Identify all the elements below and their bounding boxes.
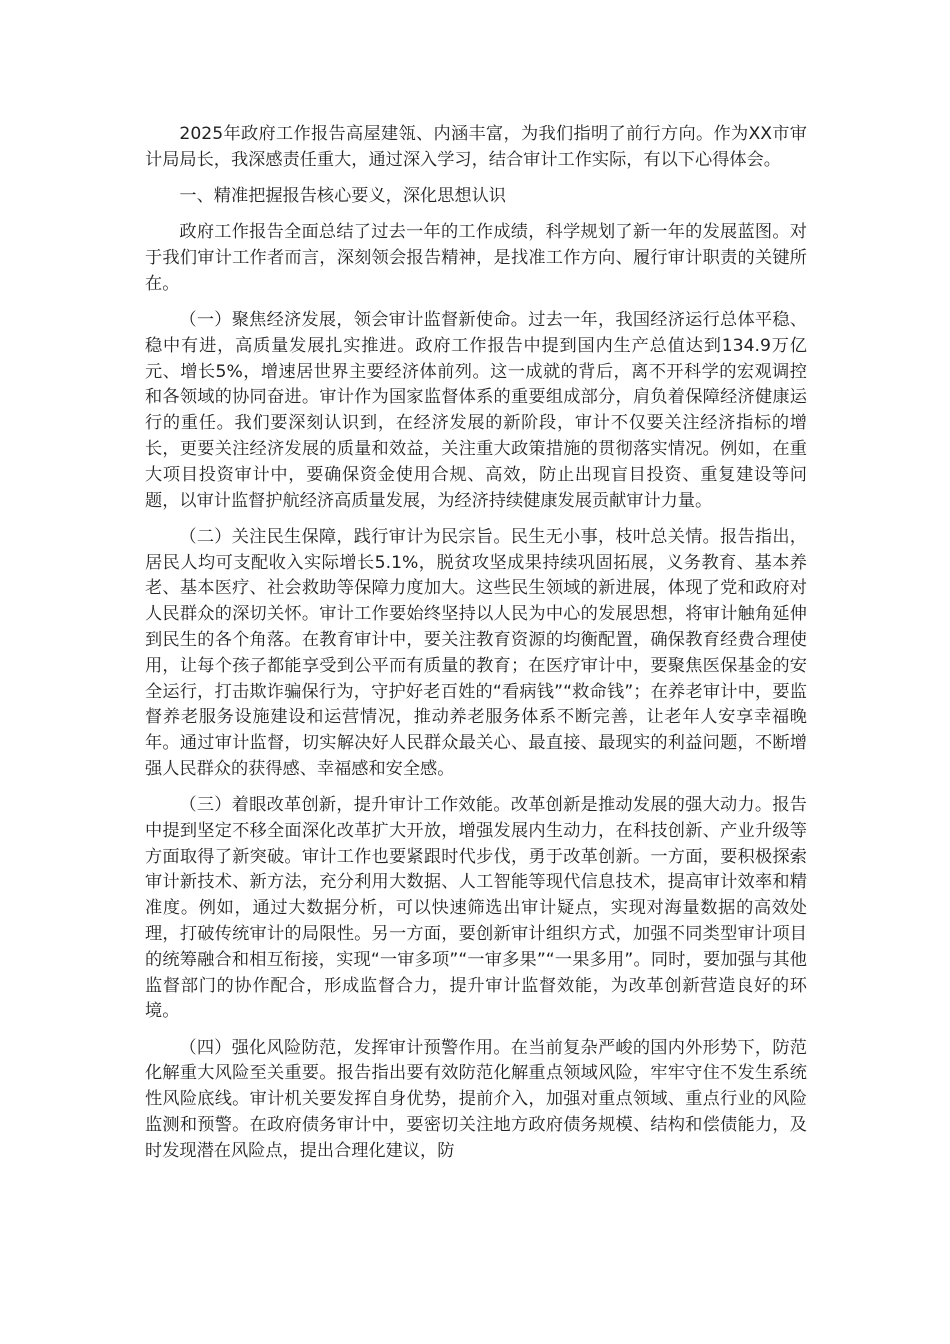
subsection-risk-paragraph: （四）强化风险防范，发挥审计预警作用。在当前复杂严峻的国内外形势下，防范化解重大风险至关重要。报告指出要有效防范化解重点领域风险，牢牢守住不发生系统性风险底线。审计机关要发挥自身优势，提前介入，加强对重点领域、重点行业的风险监测和预警。在政府债务审计中，要密切关注地方政府债务规模、结构和偿债能力，及时发现潜在风险点，提出合理化建议，防 [145,1037,807,1161]
subsection-reform-paragraph: （三）着眼改革创新，提升审计工作效能。改革创新是推动发展的强大动力。报告中提到坚定不移全面深化改革扩大开放，增强发展内生动力，在科技创新、产业升级等方面取得了新突破。审计工作也要紧跟时代步伐，勇于改革创新。一方面，要积极探索审计新技术、新方法，充分利用大数据、人工智能等现代信息技术，提高审计效率和精准度。例如，通过大数据分析，可以快速筛选出审计疑点，实现对海量数据的高效处理，打破传统审计的局限性。另一方面，要创新审计组织方式，加强不同类型审计项目的统筹融合和相互衔接，实现“一审多项”“一审多果”“一果多用”。同时，要加强与其他监督部门的协作配合，形成监督合力，提升审计监督效能，为改革创新营造良好的环境。 [145,795,807,1022]
intro-paragraph: 2025年政府工作报告高屋建瓴、内涵丰富，为我们指明了前行方向。作为XX市审计局局长，我深感责任重大，通过深入学习，结合审计工作实际，有以下心得体会。 [145,124,807,170]
subsection-economy-paragraph: （一）聚焦经济发展，领会审计监督新使命。过去一年，我国经济运行总体平稳、稳中有进，高质量发展扎实推进。政府工作报告中提到国内生产总值达到134.9万亿元、增长5%，增速居世界主要经济体前列。这一成就的背后，离不开科学的宏观调控和各领域的协同奋进。审计作为国家监督体系的重要组成部分，肩负着保障经济健康运行的重任。我们要深刻认识到，在经济发展的新阶段，审计不仅要关注经济指标的增长，更要关注经济发展的质量和效益，关注重大政策措施的贯彻落实情况。例如，在重大项目投资审计中，要确保资金使用合规、高效，防止出现盲目投资、重复建设等问题，以审计监督护航经济高质量发展，为经济持续健康发展贡献审计力量。 [145,309,807,511]
section-heading: 一、精准把握报告核心要义，深化思想认识 [179,185,506,206]
document-body [145,122,807,1175]
section-intro-paragraph: 政府工作报告全面总结了过去一年的工作成绩，科学规划了新一年的发展蓝图。对于我们审计工作者而言，深刻领会报告精神，是找准工作方向、履行审计职责的关键所在。 [145,222,807,294]
subsection-livelihood-paragraph: （二）关注民生保障，践行审计为民宗旨。民生无小事，枝叶总关情。报告指出，居民人均可支配收入实际增长5.1%，脱贫攻坚成果持续巩固拓展，义务教育、基本养老、基本医疗、社会救助等保障力度加大。这些民生领域的新进展，体现了党和政府对人民群众的深切关怀。审计工作要始终坚持以人民为中心的发展思想，将审计触角延伸到民生的各个角落。在教育审计中，要关注教育资源的均衡配置，确保教育经费合理使用，让每个孩子都能享受到公平而有质量的教育；在医疗审计中，要聚焦医保基金的安全运行，打击欺诈骗保行为，守护好老百姓的“看病钱”“救命钱”；在养老审计中，要监督养老服务设施建设和运营情况，推动养老服务体系不断完善，让老年人安享幸福晚年。通过审计监督，切实解决好人民群众最关心、最直接、最现实的利益问题，不断增强人民群众的获得感、幸福感和安全感。 [145,526,807,779]
